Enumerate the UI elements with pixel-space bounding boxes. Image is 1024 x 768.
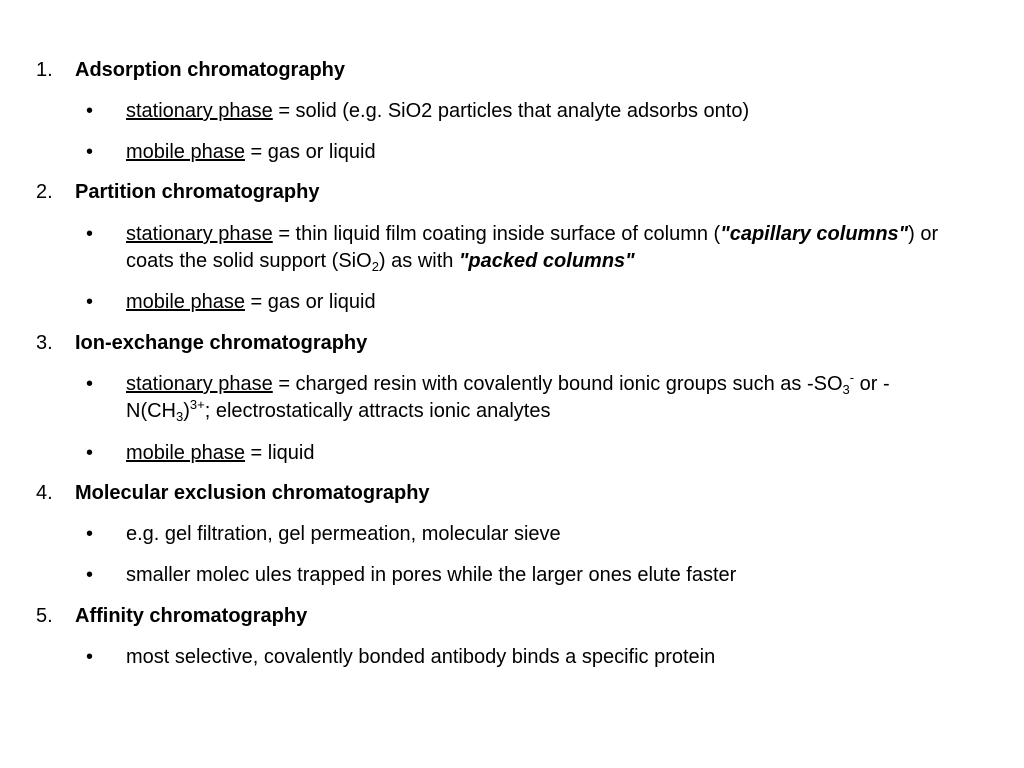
bullet-marker: •	[86, 291, 94, 313]
superscript: -	[849, 370, 855, 385]
definition-part: or -N(CH	[126, 373, 890, 422]
bullet-text	[126, 289, 966, 316]
bullet-text	[126, 98, 966, 125]
superscript: 3+	[189, 397, 205, 412]
bullet-text	[126, 139, 966, 166]
section-number: 2.	[36, 181, 53, 203]
definition-part: = thin liquid film coating inside surface of column (	[272, 223, 721, 245]
definition-part: ) as with	[378, 250, 459, 272]
section-number: 3.	[36, 332, 53, 354]
definition: = gas or liquid	[244, 291, 376, 313]
section-title: Molecular exclusion chromatography	[75, 482, 430, 504]
bullet-text	[126, 440, 966, 467]
term: stationary phase	[126, 373, 273, 395]
subscript: 2	[371, 259, 379, 274]
term: mobile phase	[126, 141, 245, 163]
bullet-marker: •	[86, 223, 94, 245]
section-number: 5.	[36, 605, 53, 627]
definition: = liquid	[244, 442, 315, 464]
definition: = gas or liquid	[244, 141, 376, 163]
bullet-text: e.g. gel filtration, gel permeation, molecular sieve	[126, 523, 561, 545]
section-title: Affinity chromatography	[75, 605, 308, 627]
bullet-text: most selective, covalently bonded antibody binds a specific protein	[126, 646, 716, 668]
definition-part: ) or coats the solid support (SiO	[126, 223, 939, 272]
section-number: 4.	[36, 482, 53, 504]
emphasis-capillary-columns: "capillary columns"	[720, 223, 909, 245]
definition-part: )	[183, 400, 190, 422]
bullet-marker: •	[86, 646, 94, 668]
bullet-marker: •	[86, 100, 94, 122]
bullet-text: smaller molec ules trapped in pores while the larger ones elute faster	[126, 564, 737, 586]
term: stationary phase	[126, 223, 273, 245]
emphasis-packed-columns: "packed columns"	[458, 250, 635, 272]
bullet-text	[126, 221, 966, 275]
definition: = solid (e.g. SiO2 particles that analyte adsorbs onto)	[272, 100, 750, 122]
bullet-text	[126, 371, 966, 425]
term: mobile phase	[126, 442, 245, 464]
definition-part: = charged resin with covalently bound ionic groups such as -SO	[272, 373, 843, 395]
bullet-marker: •	[86, 523, 94, 545]
section-title: Adsorption chromatography	[75, 59, 346, 81]
bullet-marker: •	[86, 373, 94, 395]
section-number: 1.	[36, 59, 53, 81]
bullet-marker: •	[86, 141, 94, 163]
subscript: 3	[176, 409, 184, 424]
bullet-marker: •	[86, 564, 94, 586]
section-title: Ion-exchange chromatography	[75, 332, 368, 354]
term: stationary phase	[126, 100, 273, 122]
definition-part: ; electrostatically attracts ionic analytes	[204, 400, 551, 422]
bullet-marker: •	[86, 442, 94, 464]
subscript: 3	[842, 382, 850, 397]
term: mobile phase	[126, 291, 245, 313]
section-title: Partition chromatography	[75, 181, 320, 203]
